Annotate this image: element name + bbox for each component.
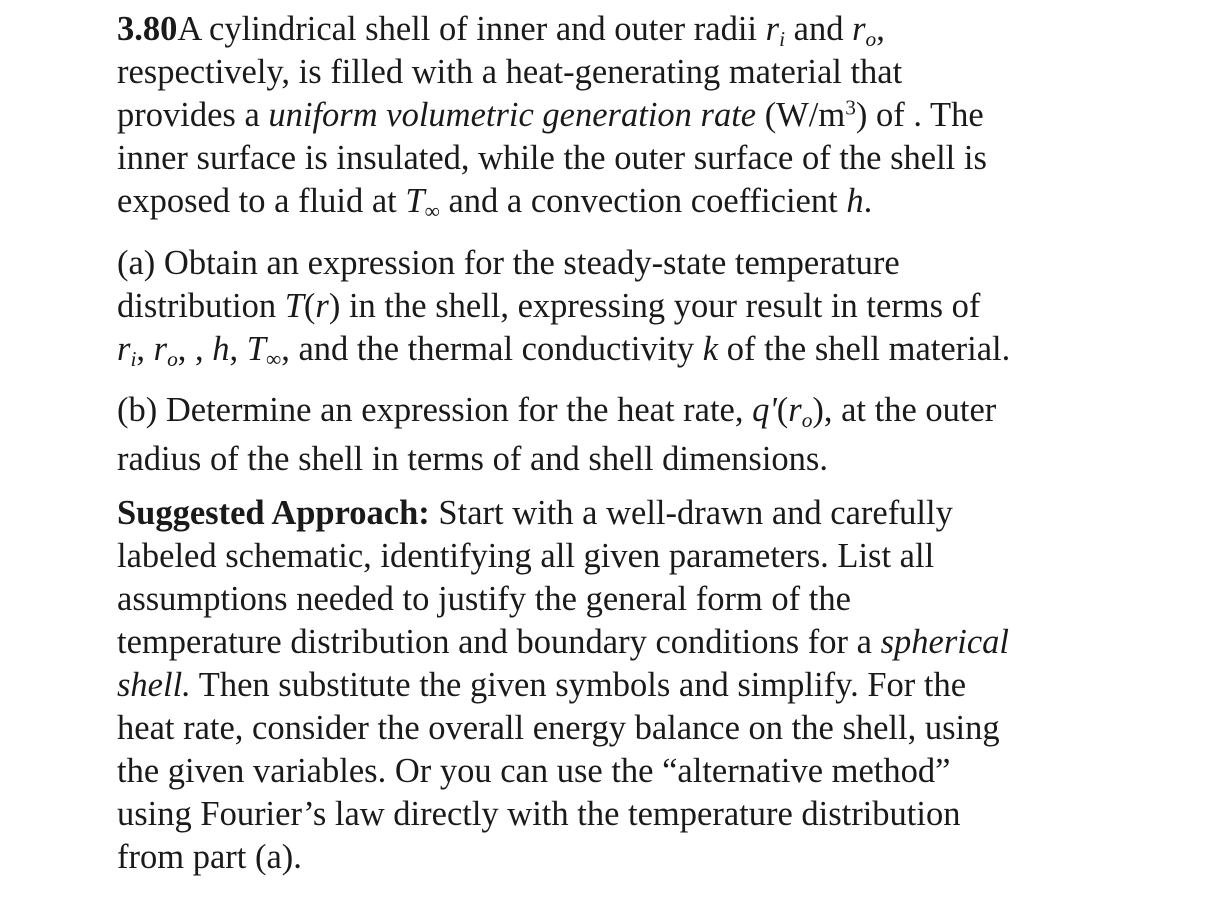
part-b-line-2: radius of the shell in terms of and shell dimensions.	[117, 440, 828, 478]
part-b-line-1: (b) Determine an expression for the heat rate, $q'(r_o)$, at the outer	[117, 391, 997, 432]
problem-number: 3.80	[117, 10, 178, 48]
part-a-line-3: $r_i$, $r_o$, , h, $T_\infty$, and the thermal conductivity k of the shell material.	[117, 330, 1011, 371]
approach-line-7: the given variables. Or you can use the “alternative method”	[117, 752, 951, 790]
approach-line-3: assumptions needed to justify the general form of the	[117, 580, 851, 618]
part-a-line-2: distribution T(r) in the shell, expressing your result in terms of	[117, 287, 981, 325]
approach-line-1: Suggested Approach: Start with a well-drawn and carefully	[117, 494, 953, 532]
statement-line-4: inner surface is insulated, while the outer surface of the shell is	[117, 139, 987, 177]
statement-line-1: 3.80A cylindrical shell of inner and outer radii $r_i$ and $r_o$,	[117, 10, 885, 51]
approach-line-5: shell. Then substitute the given symbols and simplify. For the	[117, 666, 967, 704]
approach-line-2: labeled schematic, identifying all given parameters. List all	[117, 537, 935, 575]
statement-line-3: provides a uniform volumetric generation rate $(W/m^3)$ of . The	[117, 95, 984, 134]
statement-line-5: exposed to a fluid at $T_\infty$ and a convection coefficient h.	[117, 182, 873, 223]
approach-line-8: using Fourier’s law directly with the temperature distribution	[117, 795, 961, 833]
approach-heading: Suggested Approach:	[117, 494, 430, 532]
approach-line-4: temperature distribution and boundary conditions for a spherical	[117, 623, 1010, 661]
approach-line-9: from part (a).	[117, 838, 302, 876]
approach-line-6: heat rate, consider the overall energy balance on the shell, using	[117, 709, 1000, 747]
statement-line-2: respectively, is filled with a heat-generating material that	[117, 53, 903, 91]
part-a-line-1: (a) Obtain an expression for the steady-state temperature	[117, 244, 900, 282]
